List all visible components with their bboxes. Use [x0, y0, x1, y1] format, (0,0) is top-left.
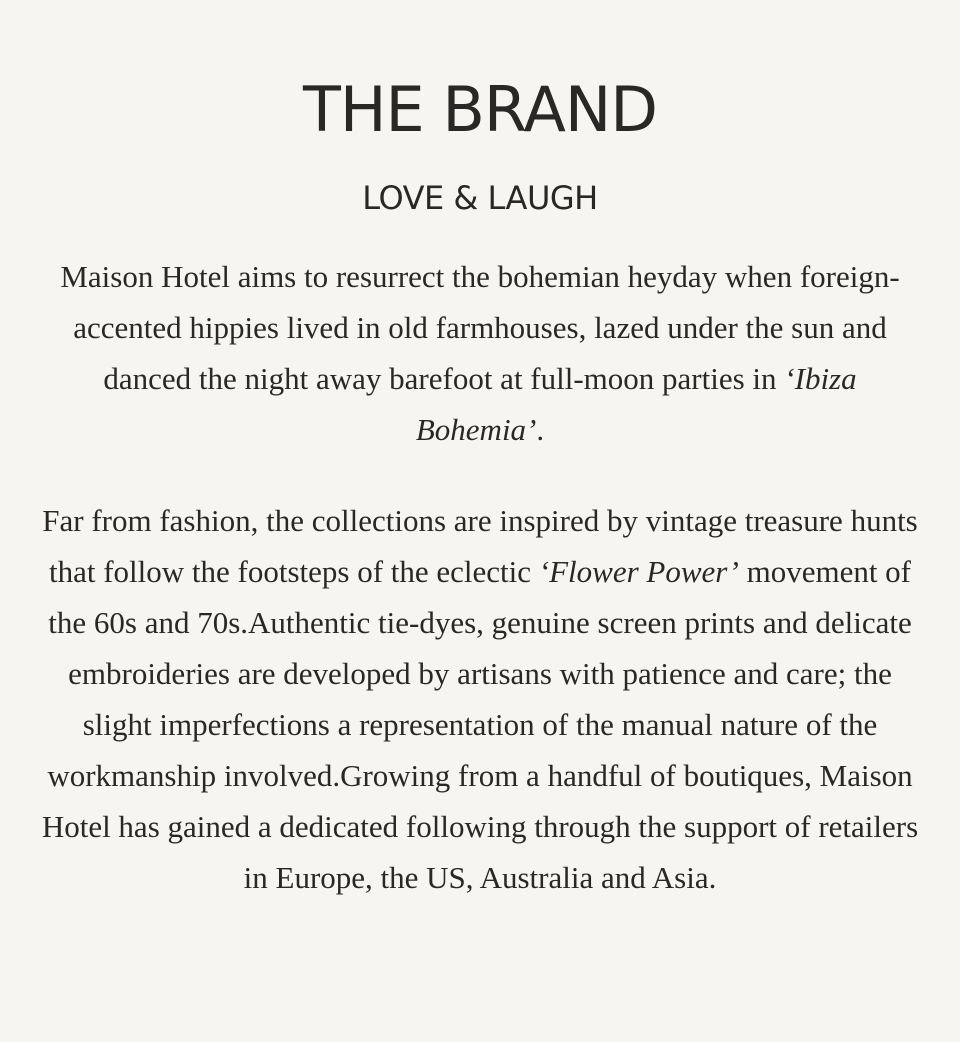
intro-italic-phrase: ‘Ibiza Bohemia’: [415, 361, 857, 447]
intro-paragraph: [40, 251, 920, 455]
collections-text-end: movement of the 60s and 70s.Authentic tie-dyes, genuine screen prints and delicate embroideries are developed by artisans with patience and care; the slight imperfections a representation of the manual nature of the workmanship involved.Growing from a handful of boutiques, Maison Hotel has gained a dedicated following through the support of retailers in Europe, the US, Australia and Asia.: [41, 554, 919, 895]
intro-text-end: .: [536, 412, 545, 447]
page-subtitle: LOVE & LAUGH: [362, 179, 598, 217]
intro-text: Maison Hotel aims to resurrect the bohemian heyday when foreign-accented hippies lived in old farmhouses, lazed under the sun and danced the night away barefoot at full-moon parties in: [60, 259, 900, 396]
collections-paragraph: [40, 495, 920, 903]
collections-italic-phrase: ‘Flower Power’: [538, 554, 739, 589]
collections-text: Far from fashion, the collections are inspired by vintage treasure hunts that follow the footsteps of the eclectic: [42, 503, 918, 589]
page-title: THE BRAND: [302, 73, 657, 146]
